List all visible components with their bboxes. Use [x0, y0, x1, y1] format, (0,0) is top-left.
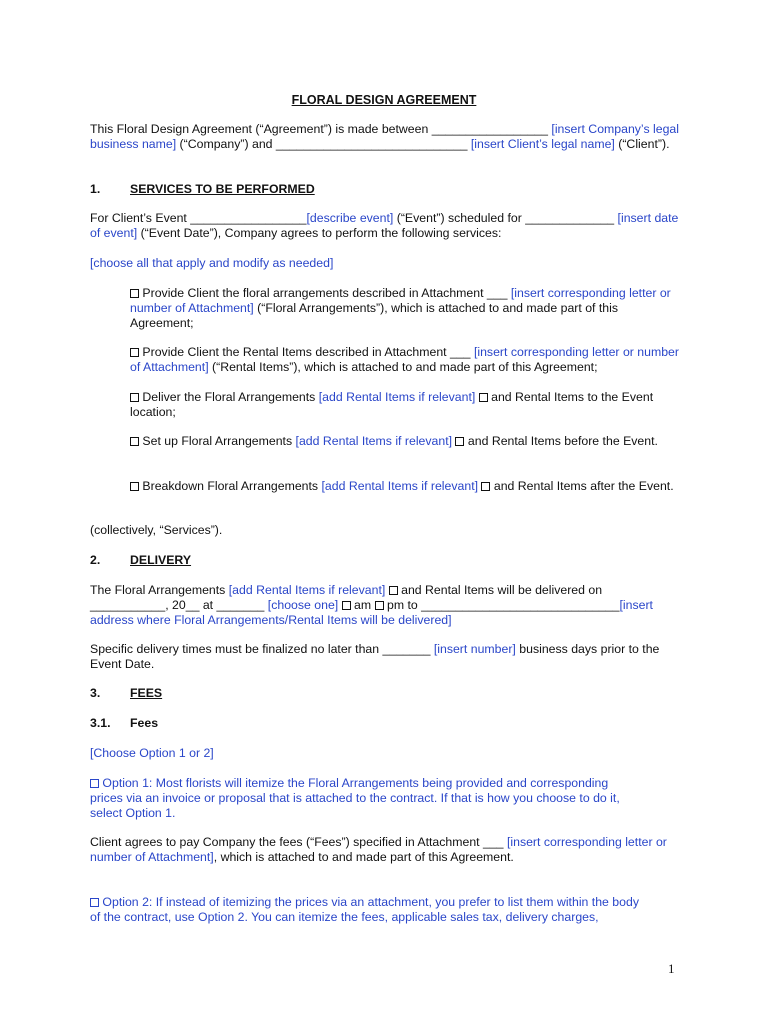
instruction-text: [choose one] — [267, 598, 339, 612]
fees-paragraph: Client agrees to pay Company the fees (“Fees”) specified in Attachment ___ [insert corresponding letter or number of Attachment], which is attached to and made part of this Agreement. — [90, 835, 667, 864]
checkbox-icon[interactable] — [479, 393, 488, 402]
instruction-text: [add Rental Items if relevant] — [228, 583, 386, 597]
fees-option-1: Option 1: Most florists will itemize the Floral Arrangements being provided and corresponding prices via an invoice or proposal that is attached to the contract. If that is how you choose to do it, select Option 1. — [90, 776, 620, 820]
instruction-text: [insert corresponding letter or number of Attachment] — [130, 345, 679, 374]
checkbox-icon[interactable] — [130, 482, 139, 491]
page-number: 1 — [668, 961, 675, 976]
section-heading-fees: 3. FEES — [90, 686, 163, 700]
fees-instruction: [Choose Option 1 or 2] — [90, 746, 214, 760]
checkbox-icon[interactable] — [375, 601, 384, 610]
fees-option-2: Option 2: If instead of itemizing the prices via an attachment, you prefer to list them within the body of the contract, use Option 2. You can itemize the fees, applicable sales tax, delivery charges, — [90, 895, 639, 924]
services-collectively: (collectively, “Services”). — [90, 523, 223, 537]
instruction-text: [insert number] — [433, 642, 516, 656]
intro-paragraph: This Floral Design Agreement (“Agreement”) is made between _________________ [insert Company’s legal business name] (“Company”) and ____________________________ [insert Client’s legal name] (“Client”). — [90, 122, 679, 151]
service-option-breakdown: Breakdown Floral Arrangements [add Rental Items if relevant] and Rental Items after the Event. — [130, 479, 680, 494]
checkbox-icon[interactable] — [130, 437, 139, 446]
document-title: FLORAL DESIGN AGREEMENT — [291, 93, 477, 107]
instruction-text: [describe event] — [306, 211, 394, 225]
checkbox-icon[interactable] — [130, 348, 139, 357]
service-option-deliver: Deliver the Floral Arrangements [add Rental Items if relevant] and Rental Items to the Event location; — [130, 390, 654, 419]
instruction-text: [insert corresponding letter or number of Attachment] — [130, 286, 671, 315]
delivery-times-paragraph: Specific delivery times must be finalized no later than _______ [insert number] business days prior to the Event Date. — [90, 642, 660, 671]
subsection-heading-fees: 3.1. Fees — [90, 716, 159, 730]
delivery-paragraph: The Floral Arrangements [add Rental Items if relevant] and Rental Items will be delivered on ___________, 20__ at _______ [choose one] am pm to _____________________________[insert address where Floral Arrangements/Rental Items will be delivered] — [90, 583, 653, 627]
checkbox-icon[interactable] — [90, 898, 99, 907]
instruction-text: [insert address where Floral Arrangements/Rental Items will be delivered] — [90, 598, 653, 627]
checkbox-icon[interactable] — [130, 393, 139, 402]
instruction-text: [insert corresponding letter or number of Attachment] — [90, 835, 667, 864]
instruction-text: [insert Client’s legal name] — [470, 137, 615, 151]
service-option-setup: Set up Floral Arrangements [add Rental Items if relevant] and Rental Items before the Event. — [130, 434, 680, 449]
service-option-floral: Provide Client the floral arrangements described in Attachment ___ [insert corresponding letter or number of Attachment] (“Floral Arrangements”), which is attached to and made part of this Agreement; — [130, 286, 671, 330]
checkbox-icon[interactable] — [130, 289, 139, 298]
checkbox-icon[interactable] — [342, 601, 351, 610]
instruction-text: [add Rental Items if relevant] — [318, 390, 476, 404]
instruction-text: [add Rental Items if relevant] — [295, 434, 453, 448]
services-instruction: [choose all that apply and modify as needed] — [90, 256, 334, 270]
section-heading-services: 1. SERVICES TO BE PERFORMED — [90, 182, 315, 196]
instruction-text: [insert Company’s legal business name] — [90, 122, 679, 151]
checkbox-icon[interactable] — [90, 779, 99, 788]
services-paragraph: For Client’s Event _________________[describe event] (“Event”) scheduled for _____________ [insert date of event] (“Event Date”), Company agrees to perform the following services: — [90, 211, 679, 240]
section-heading-delivery: 2. DELIVERY — [90, 553, 192, 567]
service-option-rental: Provide Client the Rental Items described in Attachment ___ [insert corresponding letter or number of Attachment] (“Rental Items”), which is attached to and made part of this Agreement; — [130, 345, 679, 374]
instruction-text: [add Rental Items if relevant] — [321, 479, 479, 493]
instruction-text: [insert date of event] — [90, 211, 679, 240]
checkbox-icon[interactable] — [389, 586, 398, 595]
